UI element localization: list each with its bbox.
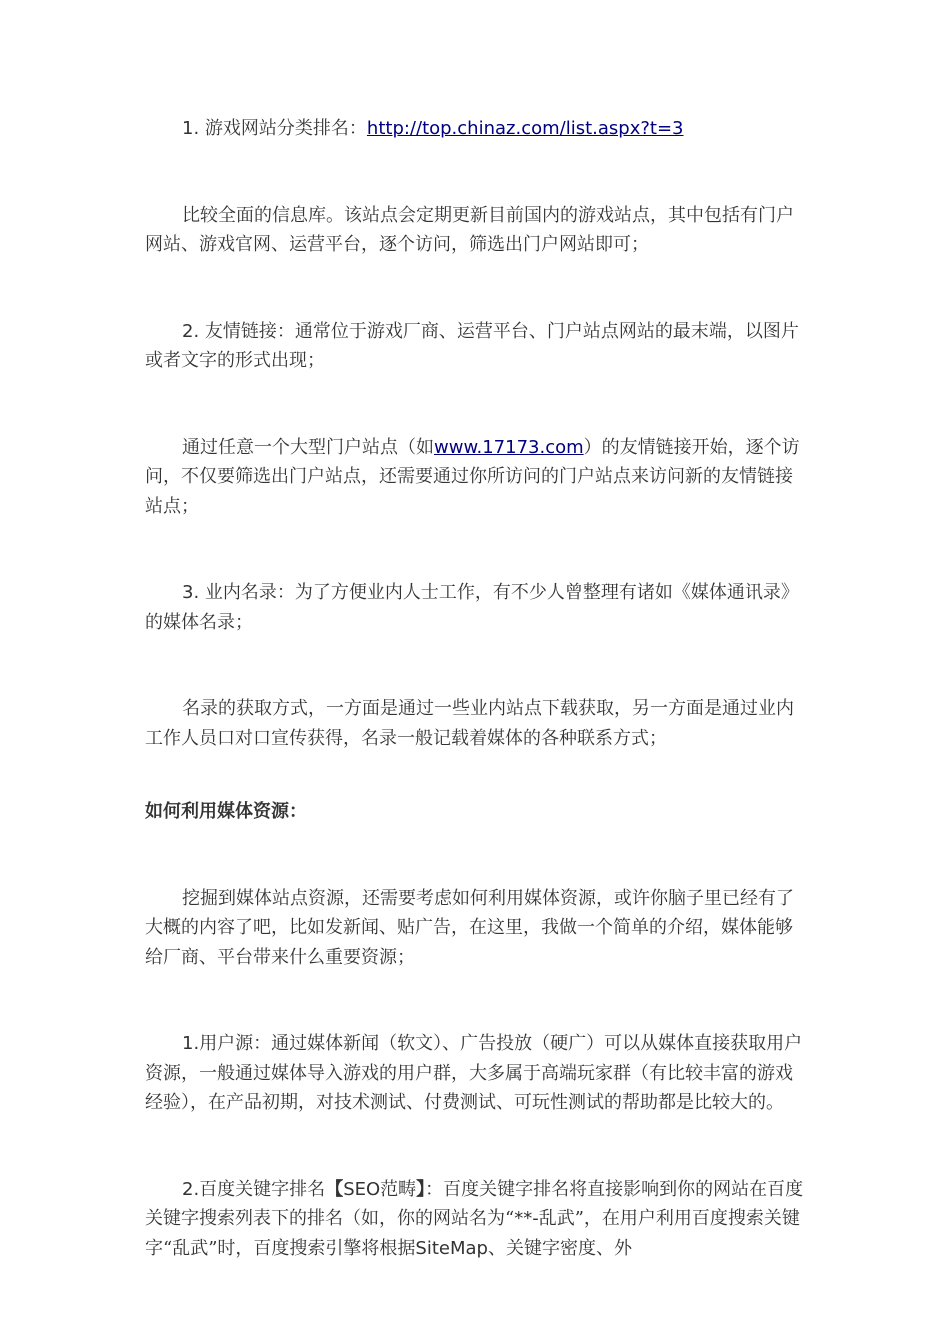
paragraph-portal-visit (145, 433, 810, 522)
list-item-industry-directory (145, 578, 810, 637)
item-number: 2. (182, 320, 200, 342)
paragraph-info-library: 比较全面的信息库。该站点会定期更新目前国内的游戏站点，其中包括有门户网站、游戏官网、运营平台，逐个访问，筛选出门户网站即可； (145, 204, 794, 255)
list-item-game-site-ranking (145, 114, 810, 144)
text-segment: SEO (343, 1178, 381, 1200)
list-item-baidu-ranking (145, 1175, 810, 1264)
text-segment: **- (514, 1208, 539, 1229)
item-number: 3. (182, 582, 200, 603)
text-segment: 百度关键字排名 (199, 1178, 326, 1200)
paragraph-directory-access: 名录的获取方式，一方面是通过一些业内站点下载获取，另一方面是通过业内工作人员口对口宣传获得，名录一般记载着媒体的各种联系方式； (145, 698, 794, 749)
item-text: 用户源：通过媒体新闻（软文）、广告投放（硬广）可以从媒体直接获取用户资源，一般通过媒体导入游戏的用户群，大多属于高端玩家群（有比较丰富的游戏经验），在产品初期，对技术测试、付费测试、可玩性测试的帮助都是比较大的。 (145, 1033, 803, 1113)
text-segment: 】 (416, 1178, 426, 1200)
item-number: 1. (182, 118, 200, 139)
paragraph-media-usage: 挖掘到媒体站点资源，还需要考虑如何利用媒体资源，或许你脑子里已经有了大概的内容了吧，比如发新闻、贴广告，在这里，我做一个简单的介绍，媒体能够给厂商、平台带来什么重要资源； (145, 887, 794, 968)
text-segment: SiteMap (415, 1237, 488, 1259)
text-segment: ：百度关键字排名将直接影响到你的网站在百度关键字搜索列表下的排名（如，你的网站名为“ (145, 1178, 804, 1229)
item-text: 业内名录：为了方便业内人士工作，有不少人曾整理有诸如《媒体通讯录》的媒体名录； (145, 582, 799, 633)
chinaz-ranking-link[interactable]: http://top.chinaz.com/list.aspx?t=3 (366, 118, 684, 139)
item-number: 2. (182, 1178, 200, 1200)
list-item-user-source (145, 1029, 810, 1118)
text-segment: ）的友情链接开始，逐个访问，不仅要筛选出门户站点，还需要通过你所访问的门户站点来访问新的友情链接站点； (145, 436, 800, 517)
document-body (145, 114, 810, 1263)
text-segment: 【 (325, 1178, 344, 1200)
item-text: 友情链接：通常位于游戏厂商、运营平台、门户站点网站的最末端，以图片或者文字的形式出现； (145, 320, 799, 371)
17173-link[interactable]: www.17173.com (434, 436, 584, 458)
text-segment: 范畴 (380, 1178, 417, 1200)
item-number: 1. (182, 1033, 200, 1054)
text-segment: 、关键字密度、外 (487, 1237, 632, 1259)
text-segment: 乱武”，在用户利用百度搜索关键字“乱武”时，百度搜索引擎将根据 (145, 1208, 800, 1259)
item-label: 游戏网站分类排名： (204, 118, 367, 139)
section-heading: 如何利用媒体资源： (145, 801, 307, 822)
text-segment: 通过任意一个大型门户站点（如 (182, 436, 434, 458)
list-item-friend-links (145, 317, 810, 376)
